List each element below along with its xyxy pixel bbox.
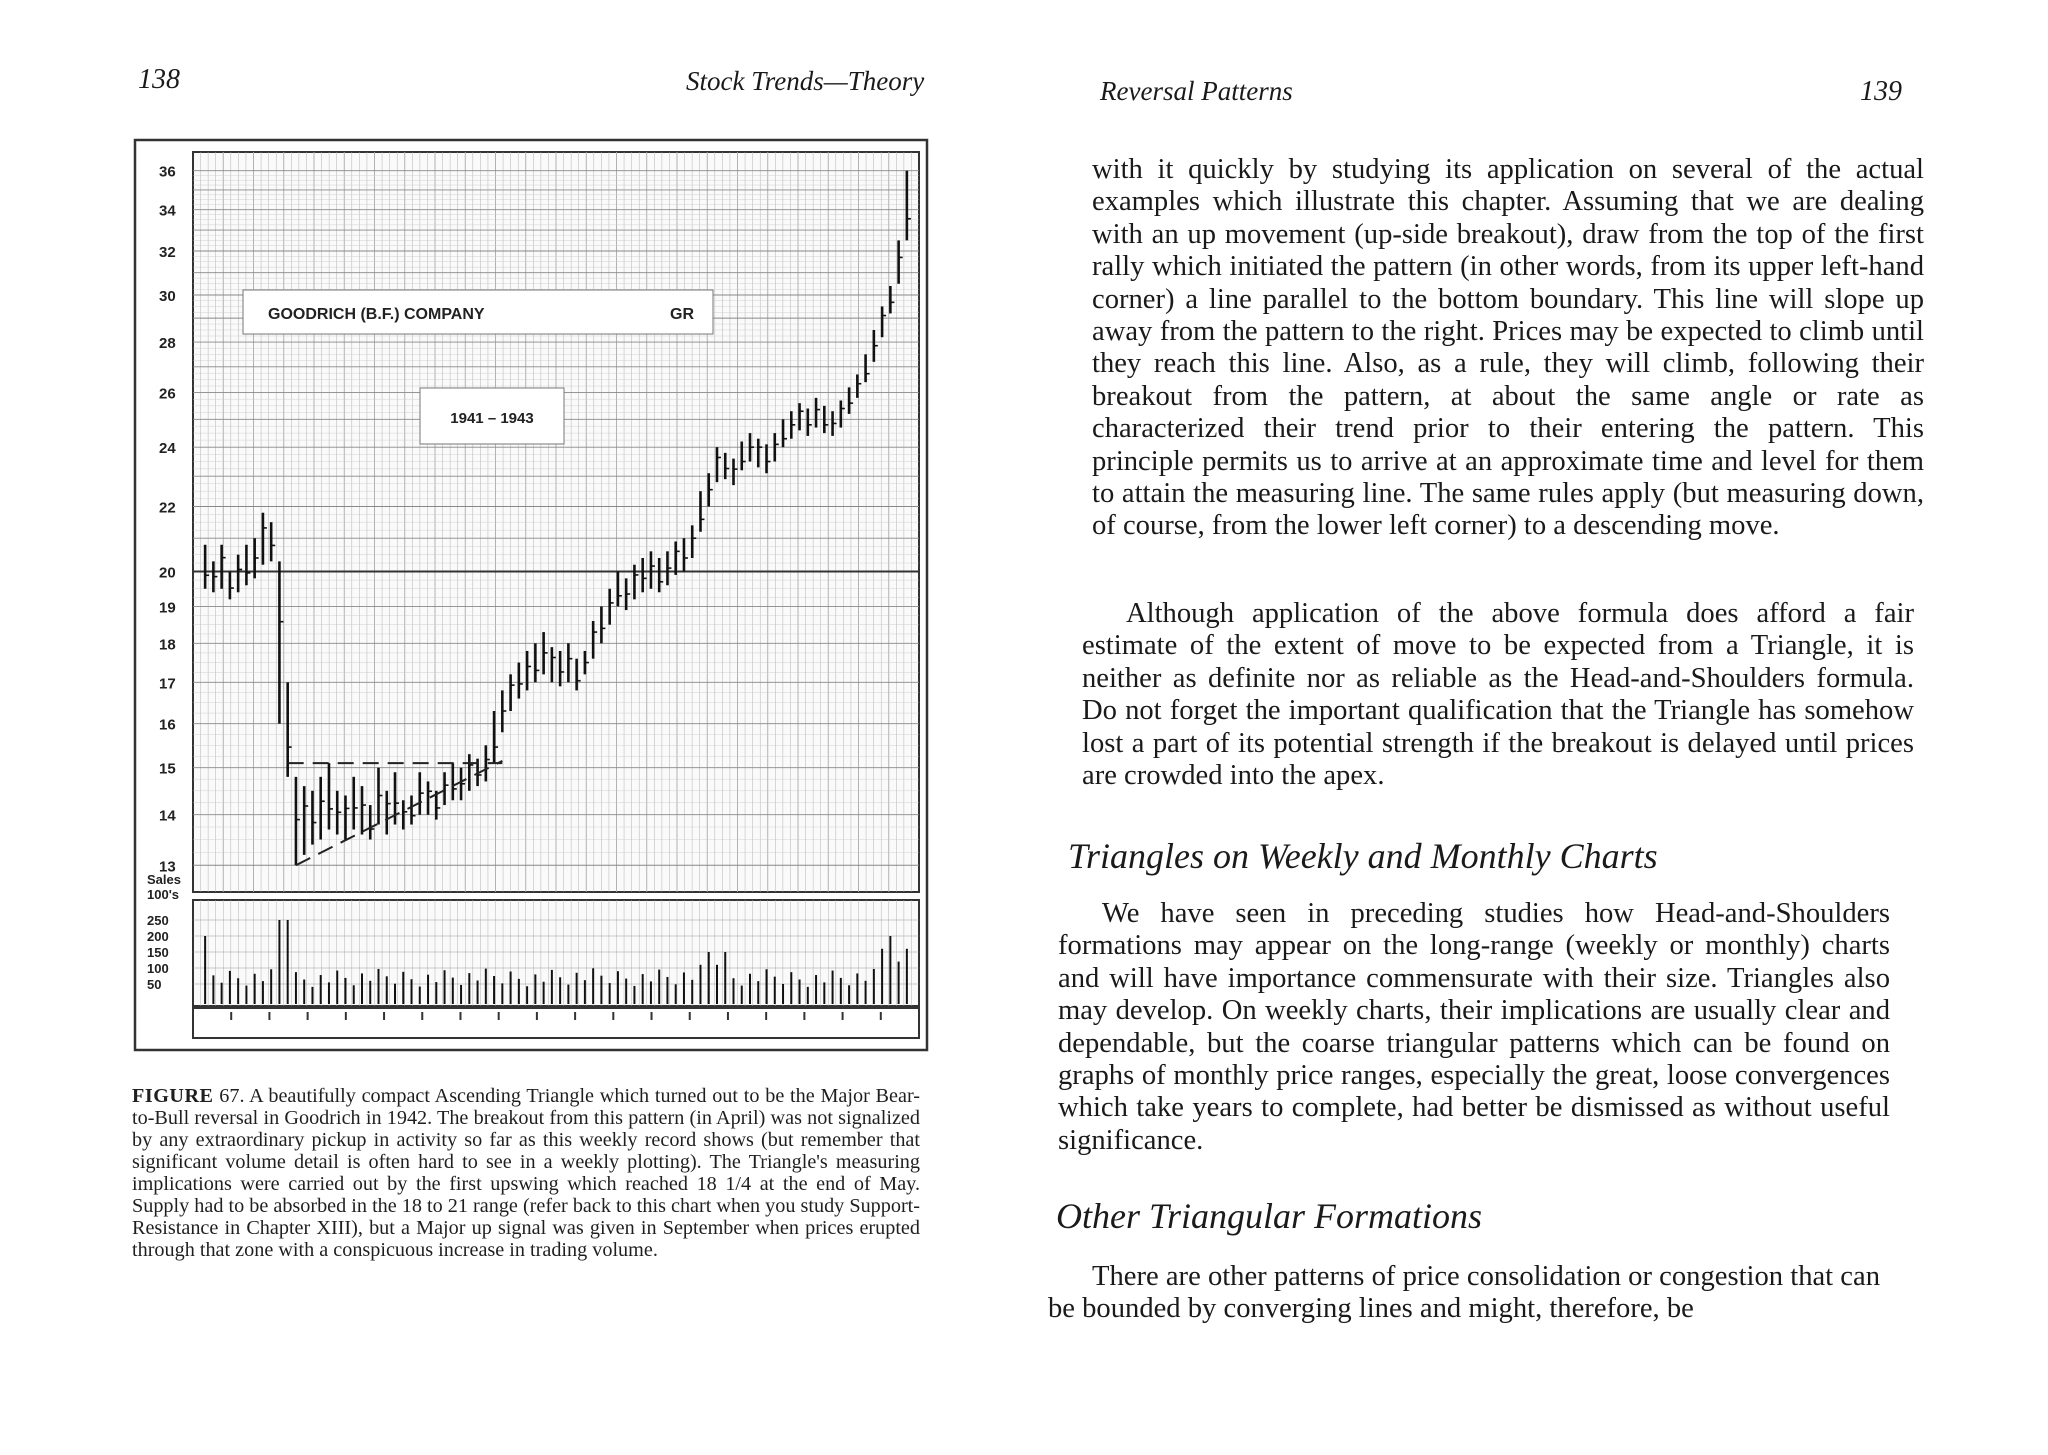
- chart-ticker: GR: [670, 306, 694, 323]
- paragraph-1: with it quickly by studying its application on several of the actual examples which illustrate this chapter. Assuming that we are dealing with an up movement (up-side breakout), draw from the top of the first rally which initiated the pattern (in other words, from its upper left-hand corner) a line parallel to the bottom boundary. This line will slope up away from the pattern to the right. Prices may be expected to climb until they reach this line. Also, as a rule, they will climb, following their breakout from the pattern, at about the same angle or rate as characterized their trend prior to their entering the pattern. This principle permits us to arrive at an approximate time and level for them to attain the measuring line. The same rules apply (but measuring down, of course, from the lower left corner) to a descending move.: [1092, 154, 1924, 542]
- price-axis-label: 18: [159, 636, 176, 654]
- price-axis-label: 19: [159, 599, 176, 617]
- volume-axis-label: 50: [147, 977, 162, 992]
- caption-text: 67. A beautifully compact Ascending Triangle which turned out to be the Major Bear-to-Bull reversal in Goodrich in 1942. The breakout from this pattern (in April) was not signalized by any extraordinary pickup in activity so far as this weekly record shows (but remember that significant volume detail is often hard to see in a weekly plotting). The Triangle's measuring implications were carried out by the first upswing which reached 18 1/4 at the end of May. Supply had to be absorbed in the 18 to 21 range (refer back to this chart when you study Support-Resistance in Chapter XIII), but a Major up signal was given in September when prices erupted through that zone with a conspicuous increase in trading volume.: [132, 1085, 920, 1261]
- price-axis-label: 36: [159, 163, 176, 181]
- price-axis-label: 20: [159, 564, 176, 582]
- price-axis-label: 24: [159, 440, 176, 458]
- heading-other-triangular-formations: Other Triangular Formations: [1056, 1196, 1483, 1236]
- left-running-head: Stock Trends—Theory: [686, 66, 925, 96]
- volume-axis-label: 250: [147, 913, 169, 928]
- price-axis-label: 32: [159, 244, 176, 262]
- figure-67: [133, 138, 929, 1052]
- chart-title: GOODRICH (B.F.) COMPANY: [268, 306, 485, 323]
- chart-date-range: 1941 – 1943: [450, 410, 534, 427]
- volume-axis-label: 100: [147, 961, 169, 976]
- paragraph-2-text: Although application of the above formula does afford a fair estimate of the extent of move to be expected from a Triangle, it is neither as definite nor as reliable as the Head-and-Shoulders formula. Do not forget the important qualification that the Triangle has somehow lost a part of its potential strength if the breakout is delayed until prices are crowded into the apex.: [1082, 598, 1914, 792]
- right-page-number: 139: [1860, 76, 1902, 107]
- volume-axis-label: 150: [147, 945, 169, 960]
- heading-triangles-weekly-monthly: Triangles on Weekly and Monthly Charts: [1068, 836, 1658, 876]
- volume-axis-title-units: 100's: [147, 887, 180, 902]
- figure-caption: [132, 1085, 920, 1261]
- left-page-number: 138: [138, 64, 180, 95]
- paragraph-4-text: There are other patterns of price consolidation or congestion that can be bounded by converging lines and might, therefore, be: [1048, 1261, 1880, 1325]
- paragraph-3: [1058, 898, 1890, 1157]
- price-axis-label: 30: [159, 288, 176, 306]
- price-axis-label: 34: [159, 202, 176, 220]
- price-axis-label: 28: [159, 335, 176, 353]
- price-axis-label: 17: [159, 675, 176, 693]
- price-axis-label: 15: [159, 760, 176, 778]
- volume-axis-title: Sales: [147, 872, 181, 887]
- price-axis-label: 13: [159, 858, 176, 876]
- volume-axis-label: 200: [147, 929, 169, 944]
- paragraph-3-text: We have seen in preceding studies how Head-and-Shoulders formations may appear on the long-range (weekly or monthly) charts and will have importance commensurate with their size. Triangles also may develop. On weekly charts, their implications are usually clear and dependable, but the coarse triangular patterns which can be found on graphs of monthly price ranges, especially the great, loose convergences which take years to complete, had better be dismissed as without useful significance.: [1058, 898, 1890, 1156]
- month-strip: [193, 1008, 919, 1038]
- right-running-head: Reversal Patterns: [1100, 76, 1293, 106]
- price-axis-label: 22: [159, 499, 176, 517]
- price-axis-label: 14: [159, 807, 176, 825]
- right-page: [1024, 0, 2048, 1455]
- paragraph-2: [1082, 598, 1914, 792]
- caption-label: FIGURE: [132, 1085, 214, 1107]
- price-axis-label: 26: [159, 385, 176, 403]
- price-axis-label: 16: [159, 716, 176, 734]
- goodrich-price-volume-chart: [133, 138, 929, 1052]
- paragraph-4: [1048, 1261, 1880, 1326]
